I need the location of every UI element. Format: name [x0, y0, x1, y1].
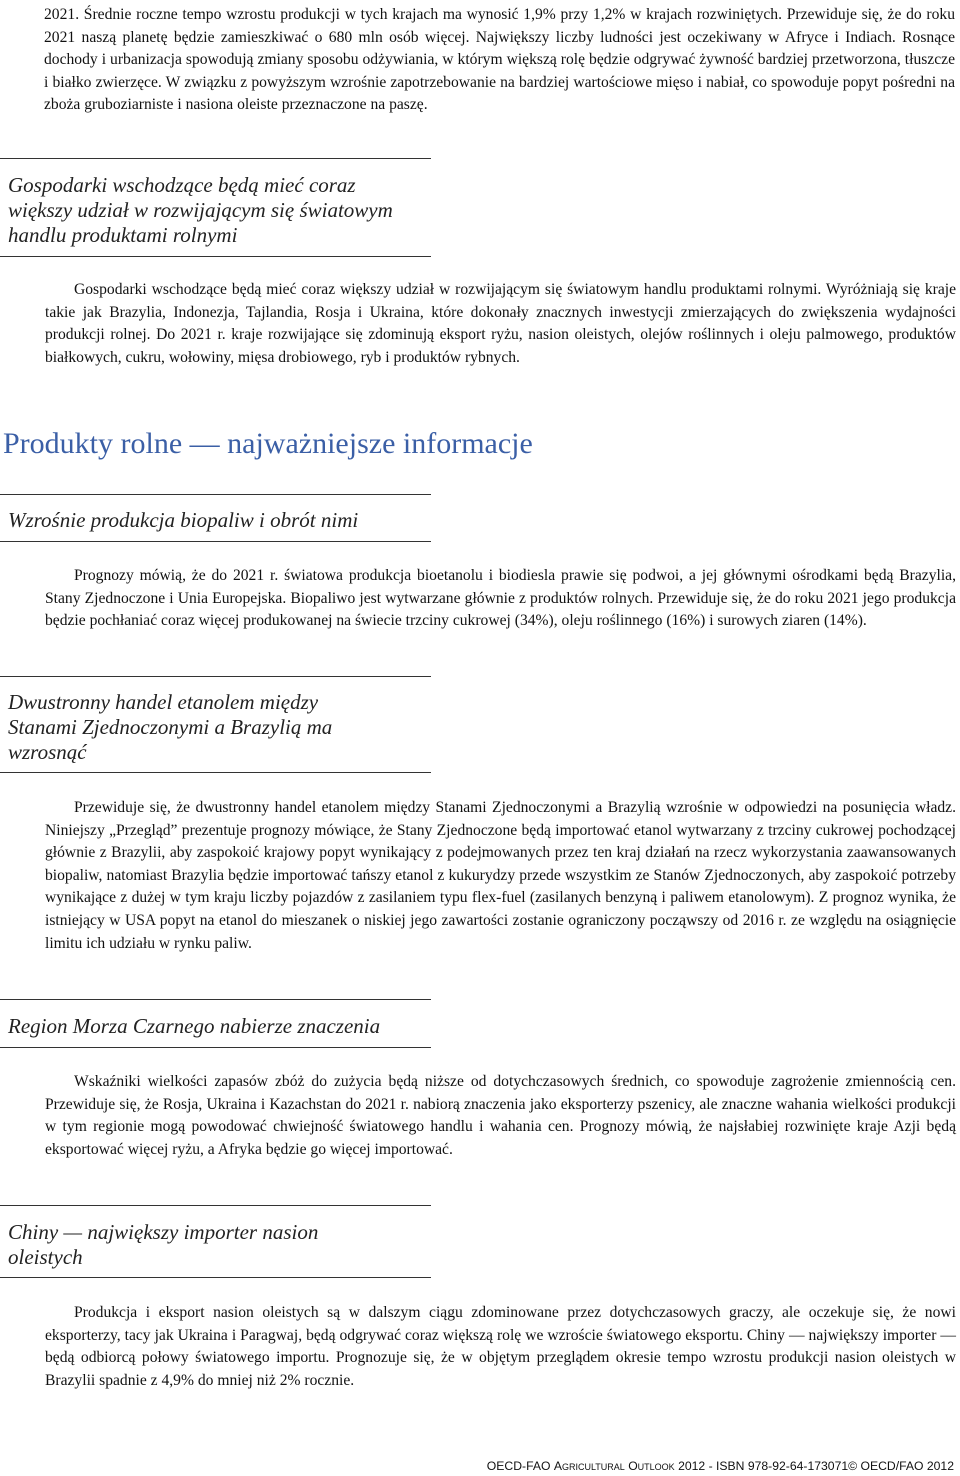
footer-publisher: OECD-FAO [486, 1459, 551, 1473]
divider-rule [0, 256, 431, 257]
page-footer [487, 1459, 954, 1474]
divider-rule [0, 1047, 431, 1048]
side-heading-ethanol-trade: Dwustronny handel etanolem między Stanami Zjednoczonymi a Brazylią ma wzrosnąć [8, 690, 333, 764]
divider-rule [0, 1205, 431, 1206]
divider-rule [0, 1277, 431, 1278]
side-heading-emerging-economies: Gospodarki wschodzące będą mieć coraz większy udział w rozwijającym się światowym handlu produktami rolnymi [8, 173, 393, 247]
footer-isbn-copyright: 2012 - ISBN 978-92-64-173071© OECD/FAO 2012 [678, 1459, 954, 1473]
side-heading-china-oilseeds: Chiny — największy importer nasion oleistych [8, 1220, 319, 1269]
paragraph-biofuels: Prognozy mówią, że do 2021 r. światowa produkcja bioetanolu i biodiesla prawie się podwoi, a jej głównymi ośrodkami będą Brazylia, Stany Zjednoczone i Unia Europejska. Biopaliwo jest wytwarzane głównie z produktów rolnych. Przewiduje się, że do roku 2021 jego produkcja będzie pochłaniać coraz więcej produkowanej na świecie trzciny cukrowej (34%), oleju roślinnego (16%) i surowych ziaren (14%). [45, 567, 956, 630]
footer-title: Agricultural Outlook [553, 1459, 675, 1473]
divider-rule [0, 158, 431, 159]
divider-rule [0, 772, 431, 773]
divider-rule [0, 494, 431, 495]
paragraph-emerging-economies: Gospodarki wschodzące będą mieć coraz większy udział w rozwijającym się światowym handlu produktami rolnymi. Wyróżniają się kraje takie jak Brazylia, Indonezja, Tajlandia, Rosja i Ukraina, które dokonały znacznych inwestycji zmierzających do zwiększenia wydajności produkcji rolnej. Do 2021 r. kraje rozwijające się zdominują eksport ryżu, nasion oleistych, olejów roślinnych i oleju palmowego, produktów białkowych, cukru, wołowiny, mięsa drobiowego, ryb i produktów rybnych. [45, 281, 956, 366]
divider-rule [0, 999, 431, 1000]
intro-paragraph: 2021. Średnie roczne tempo wzrostu produkcji w tych krajach ma wynosić 1,9% przy 1,2% w krajach rozwiniętych. Przewiduje się, że do roku 2021 naszą planetę będzie zamieszkiwać o 680 mln osób więcej. Największy liczby ludności jest oczekiwany w Afryce i Indiach. Rosnące dochody i urbanizacja spowodują zmiany sposobu odżywiania, w którym większą rolę będzie odgrywać żywność bardziej przetworzona, tłuszcze i białko zwierzęce. W związku z powyższym wzrośnie zapotrzebowanie na bardziej wartościowe mięso i nabiał, co spowoduje popyt pośredni na zboża gruboziarniste i nasiona oleiste przeznaczone na paszę. [44, 6, 955, 114]
paragraph-ethanol-trade: Przewiduje się, że dwustronny handel etanolem między Stanami Zjednoczonymi a Brazylią wzrośnie w odpowiedzi na posunięcia władz. Niniejszy „Przegląd” prezentuje prognozy mówiące, że Stany Zjednoczone będą importować etanol wytwarzany z trzciny cukrowej pochodzącej głównie z Brazylii, aby zaspokoić krajowy popyt wynikający z podejmowanych przez ten kraj działań na rzecz wykorzystania zaawansowanych biopaliw, natomiast Brazylia będzie importować tańszy etanol z kukurydzy przede wszystkim ze Stanów Zjednoczonych, aby zaspokoić potrzeby wynikające z dużej w tym kraju liczby pojazdów z zasilaniem typu flex-fuel (zasilanych benzyną i paliwem etanolowym). Z prognoz wynika, że istniejący w USA popyt na etanol do mieszanek o niskiej jego zawartości zostanie ograniczony począwszy od 2016 r. ze względu na osiągnięcie limitu ich udziału w rynku paliw. [45, 799, 956, 952]
main-section-title: Produkty rolne — najważniejsze informacje [3, 427, 533, 460]
paragraph-black-sea: Wskaźniki wielkości zapasów zbóż do zużycia będą niższe od dotychczasowych średnich, co spowoduje zagrożenie zmiennością cen. Przewiduje się, że Rosja, Ukraina i Kazachstan do 2021 r. nabiorą znaczenia jako eksporterzy pszenicy, ale znaczne wahania wielkości produkcji w tym regionie mogą powodować chwiejność światowego handlu i wahania cen. Prognozy mówią, że najsłabiej rozwinięte kraje Azji będą eksportować więcej ryżu, a Afryka będzie go więcej importować. [45, 1073, 956, 1158]
divider-rule [0, 541, 431, 542]
side-heading-black-sea: Region Morza Czarnego nabierze znaczenia [8, 1014, 381, 1038]
divider-rule [0, 676, 431, 677]
paragraph-china-oilseeds: Produkcja i eksport nasion oleistych są w dalszym ciągu zdominowane przez dotychczasowych graczy, ale oczekuje się, że nowi eksporterzy, tacy jak Ukraina i Paragwaj, będą odgrywać coraz większą rolę we wzroście światowego eksportu. Chiny — największy importer — będą odbiorcą połowy światowego importu. Prognozuje się, że w objętym przeglądem okresie tempo wzrostu produkcji nasion oleistych w Brazylii spadnie z 4,9% do mniej niż 2% rocznie. [45, 1304, 956, 1389]
side-heading-biofuels: Wzrośnie produkcja biopaliw i obrót nimi [8, 508, 359, 532]
